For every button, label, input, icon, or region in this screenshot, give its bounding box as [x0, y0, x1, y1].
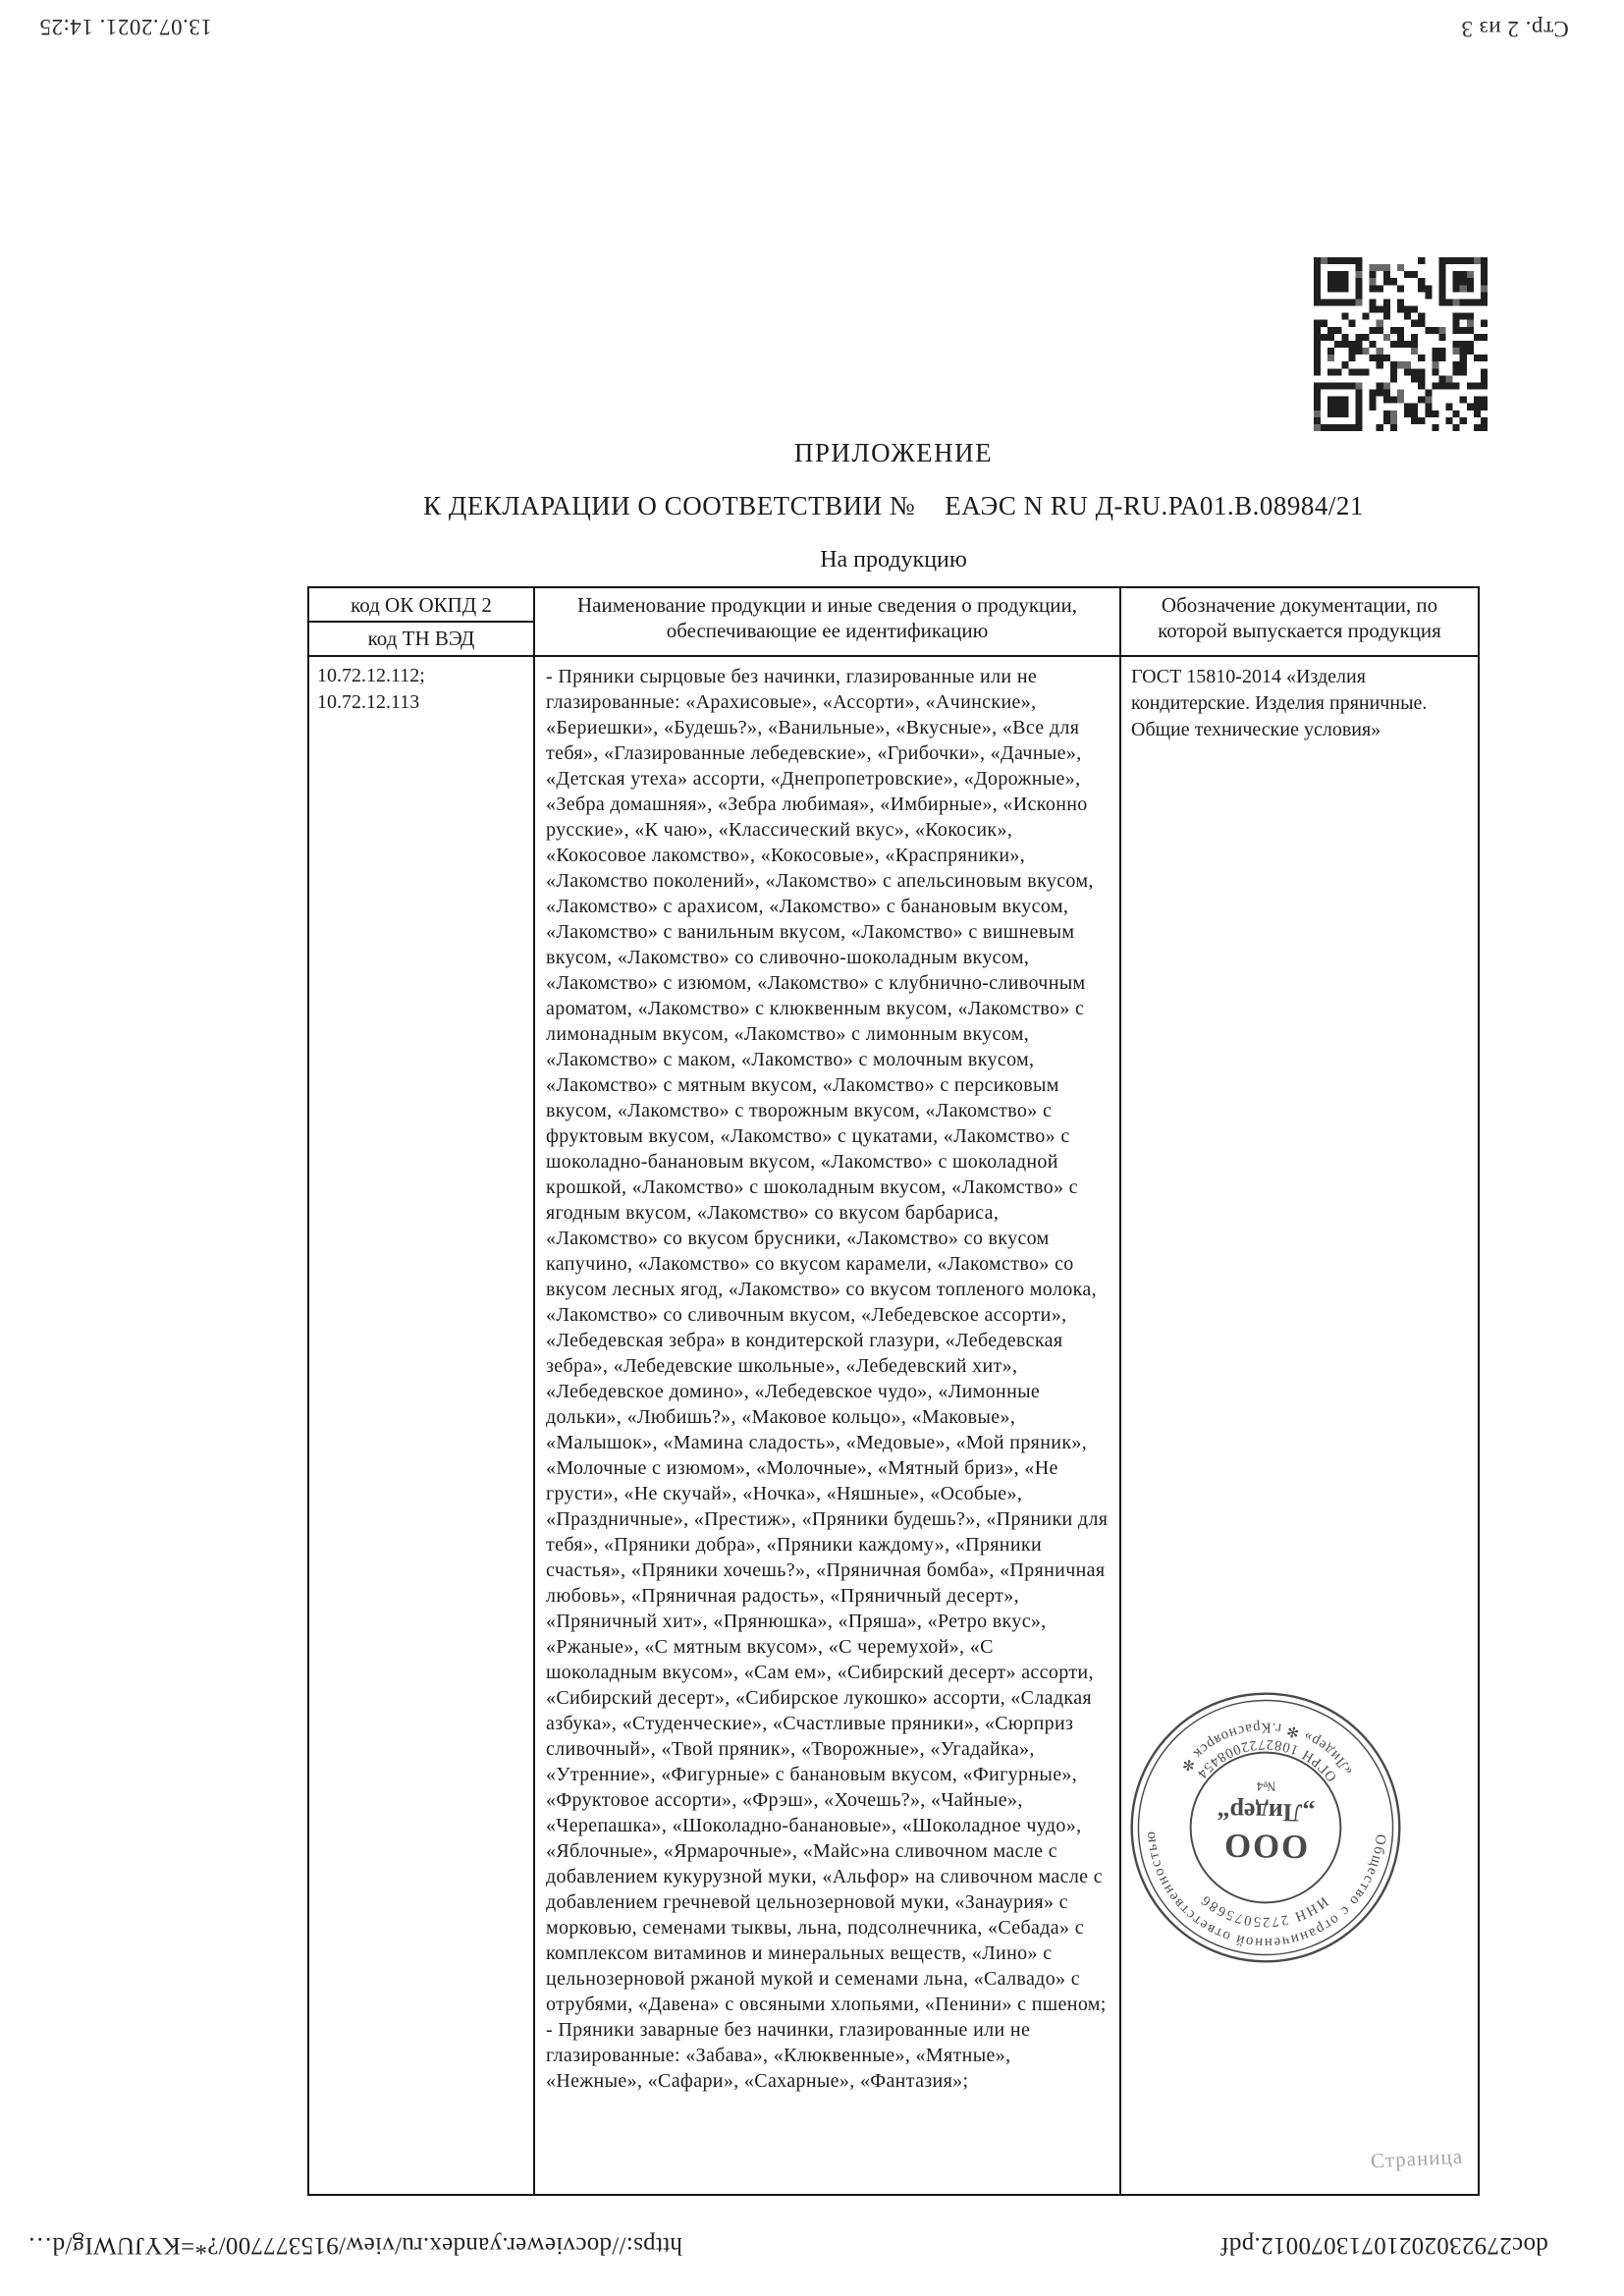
code-okpd: 10.72.12.112;: [317, 665, 425, 686]
header-codes: [308, 587, 534, 656]
cell-codes: [308, 656, 534, 2195]
stamp-inn-text: ИНН 2725075686: [1197, 1890, 1331, 1930]
qr-code: [1314, 257, 1488, 431]
declaration-prefix: К ДЕКЛАРАЦИИ О СООТВЕТСТВИИ №: [423, 491, 916, 520]
stamp-number: №4: [1256, 1778, 1276, 1794]
qr-code-graphic: [1314, 257, 1488, 431]
company-stamp: [1123, 1685, 1408, 1970]
header-product-name-text: Наименование продукции и иные сведения о продукции, обеспечивающие ее идентификацию: [577, 593, 1077, 642]
declaration-title: [309, 491, 1478, 521]
gost-standard-text: ГОСТ 15810-2014 «Изделия кондитерские. Изделия пряничные. Общие технические условия»: [1131, 666, 1428, 740]
stamp-graphic: [1120, 1682, 1410, 1972]
stamp-outer-bottom-text: «Лидер» ✻ г.Красноярск ✻: [1176, 1719, 1357, 1778]
header-documentation-text: Обозначение документации, по которой выпускается продукция: [1158, 593, 1441, 642]
header-tnved: код ТН ВЭД: [367, 627, 475, 650]
page-indicator-rotated: Стр. 2 из 3: [1461, 17, 1569, 41]
stamp-company-name: „Лидер“: [1217, 1796, 1316, 1828]
print-timestamp-rotated: 13.07.2021. 14:25: [39, 15, 212, 39]
header-documentation: [1120, 587, 1479, 656]
table-header-row: [308, 587, 1479, 656]
subtitle-on-products: На продукцию: [820, 547, 967, 573]
declaration-number: ЕАЭС N RU Д-RU.РА01.В.08984/21: [945, 491, 1364, 520]
title-block: [309, 438, 1478, 574]
product-description-text: - Пряники сырцовые без начинки, глазированные или не глазированные: «Арахисовые», «Ассорти», «Ачинские», «Бериешки», «Будешь?», «Ванильные», «Вкусные», «Все для тебя», «Глазированные лебедевские», «Грибочки», «Дачные», «Детская утеха» ассорти, «Днепропетровские», «Дорожные», «Зебра домашняя», «Зебра любимая», «Имбирные», «Исконно русские», «К чаю», «Классический вкус», «Кокосик», «Кокосовое лакомство», «Кокосовые», «Краспряники», «Лакомство поколений», «Лакомство» с апельсиновым вкусом, «Лакомство» с арахисом, «Лакомство» с банановым вкусом, «Лакомство» с ванильным вкусом, «Лакомство» с вишневым вкусом, «Лакомство» со сливочно-шоколадным вкусом, «Лакомство» с изюмом, «Лакомство» с клубнично-сливочным ароматом, «Лакомство» с клюквенным вкусом, «Лакомство» с лимонадным вкусом, «Лакомство» с лимонным вкусом, «Лакомство» с маком, «Лакомство» с молочным вкусом, «Лакомство» с мятным вкусом, «Лакомство» с персиковым вкусом, «Лакомство» с творожным вкусом, «Лакомство» с фруктовым вкусом, «Лакомство» с цукатами, «Лакомство» с шоколадно-банановым вкусом, «Лакомство» с шоколадной крошкой, «Лакомство» с шоколадным вкусом, «Лакомство» с ягодным вкусом, «Лакомство» со вкусом барбариса, «Лакомство» со вкусом брусники, «Лакомство» со вкусом капучино, «Лакомство» со вкусом карамели, «Лакомство» со вкусом лесных ягод, «Лакомство» со вкусом топленого молока, «Лакомство» со сливочным вкусом, «Лебедевское ассорти», «Лебедевская зебра» в кондитерской глазури, «Лебедевская зебра», «Лебедевские школьные», «Лебедевский хит», «Лебедевское домино», «Лебедевское чудо», «Лимонные дольки», «Любишь?», «Маковое кольцо», «Маковые», «Малышок», «Мамина сладость», «Медовые», «Мой пряник», «Молочные с изюмом», «Молочные», «Мятный бриз», «Не грусти», «Не скучай», «Ночка», «Няшные», «Особые», «Праздничные», «Престиж», «Пряники будешь?», «Пряники для тебя», «Пряники добра», «Пряники каждому», «Пряники счастья», «Пряники хочешь?», «Пряничная бомба», «Пряничная любовь», «Пряничная радость», «Пряничный десерт», «Пряничный хит», «Прянюшка», «Пряша», «Ретро вкус», «Ржаные», «С мятным вкусом», «С черемухой», «С шоколадным вкусом», «Сам ем», «Сибирский десерт» ассорти, «Сибирский десерт», «Сибирское лукошко» ассорти, «Сладкая азбука», «Студенческие», «Счастливые пряники», «Сюрприз сливочный», «Твой пряник», «Творожные», «Угадайка», «Утренние», «Фигурные» с банановым вкусом, «Фигурные», «Фруктовое ассорти», «Фрэш», «Хочешь?», «Чайные», «Черепашка», «Шоколадно-банановые», «Шоколадное чудо», «Яблочные», «Ярмарочные», «Майс»на сливочном масле с добавлением кукурузной муки, «Альфор» на сливочном масле с добавлением гречневой цельнозерновой муки, «Занаурия» с морковью, семенами тыквы, льна, подсолнечника, «Себада» с комплексом витаминов и минеральных веществ, «Лино» с цельнозерновой ржаной мукой и семенами льна, «Салвадо» с отрубями, «Давена» с овсяными хлопьями, «Пенини» с пшеном; - Пряники заварные без начинки, глазированные или не глазированные: «Забава», «Клюквенные», «Мятные», «Нежные», «Сафари», «Сахарные», «Фантазия»;: [546, 666, 1109, 2092]
header-okpd: код ОК ОКПД 2: [309, 588, 533, 623]
stamp-ogrn-text: ОГРН 1082722008454: [1193, 1735, 1340, 1785]
cell-description: [534, 656, 1120, 2195]
appendix-title: ПРИЛОЖЕНИЕ: [793, 438, 994, 467]
faded-page-word: Страница: [1370, 2144, 1464, 2173]
footer-url-rotated: https://docviewer.yandex.ru/view/915377700/?*=KYJUWIg/d…: [27, 2232, 682, 2259]
footer-filename-rotated: doc27923020210713070012.pdf: [1220, 2232, 1548, 2259]
stamp-ooo-text: ООО: [1221, 1826, 1309, 1867]
stamp-outer-top-text: Общество с ограниченной ответственностью: [1142, 1830, 1389, 1951]
header-product-name: [534, 587, 1120, 656]
code-tnved: 10.72.12.113: [317, 691, 420, 713]
